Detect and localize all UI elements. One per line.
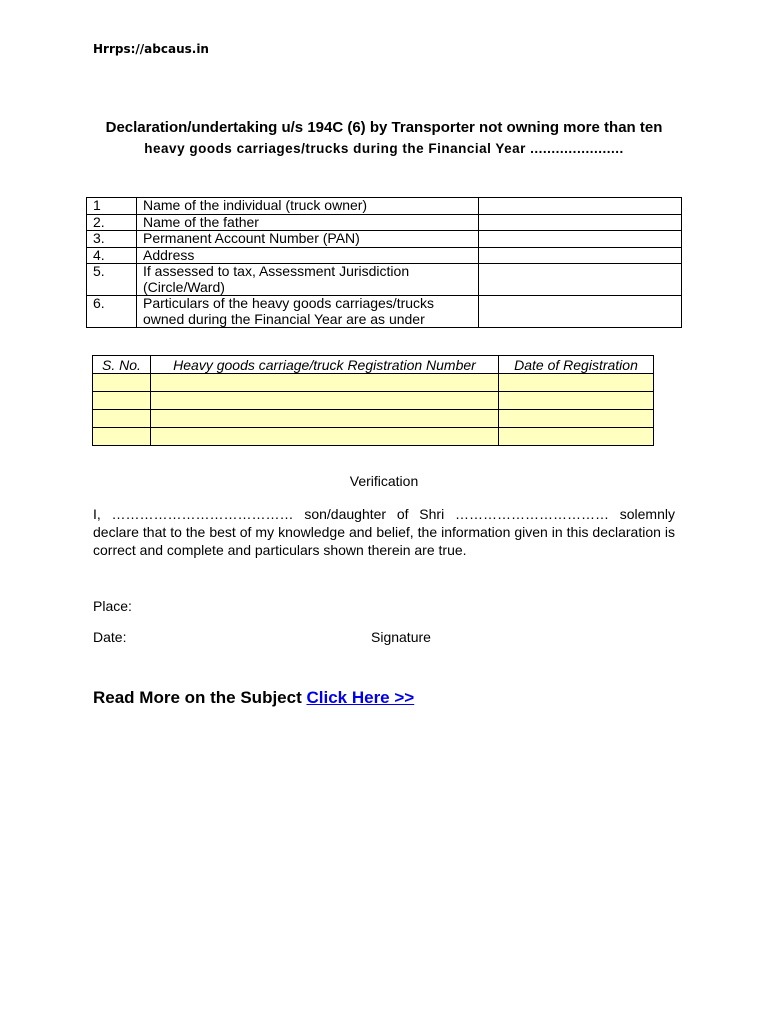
header-sno: S. No. <box>93 356 151 374</box>
registration-table <box>92 355 654 446</box>
registration-number-cell[interactable] <box>151 428 499 446</box>
registration-row <box>93 374 654 392</box>
row-value-field[interactable] <box>479 247 682 264</box>
row-number: 3. <box>87 231 137 248</box>
click-here-link[interactable]: Click Here >> <box>306 688 415 707</box>
registration-number-cell[interactable] <box>151 374 499 392</box>
details-row <box>87 231 682 248</box>
row-number: 6. <box>87 296 137 328</box>
registration-date-cell[interactable] <box>499 374 654 392</box>
sno-cell[interactable] <box>93 410 151 428</box>
row-label: If assessed to tax, Assessment Jurisdiction (Circle/Ward) <box>137 264 479 296</box>
header-date-of-registration: Date of Registration <box>499 356 654 374</box>
row-label: Name of the individual (truck owner) <box>137 198 479 215</box>
registration-date-cell[interactable] <box>499 428 654 446</box>
sno-cell[interactable] <box>93 392 151 410</box>
registration-row <box>93 410 654 428</box>
row-value-field[interactable] <box>479 264 682 296</box>
details-row <box>87 198 682 215</box>
row-value-field[interactable] <box>479 198 682 215</box>
verification-text: I, ………………………………… son/daughter of Shri …………………………… solemnly declare that to the best of my knowledge and belief, the information given in this declaration is correct and complete and particulars shown therein are true. <box>93 506 675 558</box>
row-value-field[interactable] <box>479 231 682 248</box>
title-line-2: heavy goods carriages/trucks during the Financial Year ...................... <box>144 141 624 156</box>
row-value-field[interactable] <box>479 296 682 328</box>
row-value-field[interactable] <box>479 214 682 231</box>
registration-date-cell[interactable] <box>499 392 654 410</box>
registration-row <box>93 428 654 446</box>
row-label: Address <box>137 247 479 264</box>
details-row <box>87 264 682 296</box>
registration-number-cell[interactable] <box>151 410 499 428</box>
registration-date-cell[interactable] <box>499 410 654 428</box>
row-number: 4. <box>87 247 137 264</box>
sno-cell[interactable] <box>93 428 151 446</box>
details-row <box>87 296 682 328</box>
header-url: Hrrps://abcaus.in <box>93 42 209 56</box>
title-line-1: Declaration/undertaking u/s 194C (6) by Transporter not owning more than ten <box>105 119 663 136</box>
row-label: Permanent Account Number (PAN) <box>137 231 479 248</box>
row-number: 1 <box>87 198 137 215</box>
row-number: 2. <box>87 214 137 231</box>
registration-number-cell[interactable] <box>151 392 499 410</box>
row-number: 5. <box>87 264 137 296</box>
place-label: Place: <box>93 598 132 614</box>
date-label: Date: <box>93 629 127 645</box>
row-label: Name of the father <box>137 214 479 231</box>
sno-cell[interactable] <box>93 374 151 392</box>
read-more-text: Read More on the Subject <box>93 688 302 707</box>
registration-header-row <box>93 356 654 374</box>
details-table <box>86 197 682 328</box>
document-title <box>70 117 698 159</box>
verification-heading: Verification <box>349 473 419 489</box>
signature-label: Signature <box>371 629 431 645</box>
details-row <box>87 214 682 231</box>
registration-row <box>93 392 654 410</box>
details-row <box>87 247 682 264</box>
row-label: Particulars of the heavy goods carriages/trucks owned during the Financial Year are as under <box>137 296 479 328</box>
header-registration-number: Heavy goods carriage/truck Registration Number <box>151 356 499 374</box>
read-more-line <box>93 688 414 708</box>
